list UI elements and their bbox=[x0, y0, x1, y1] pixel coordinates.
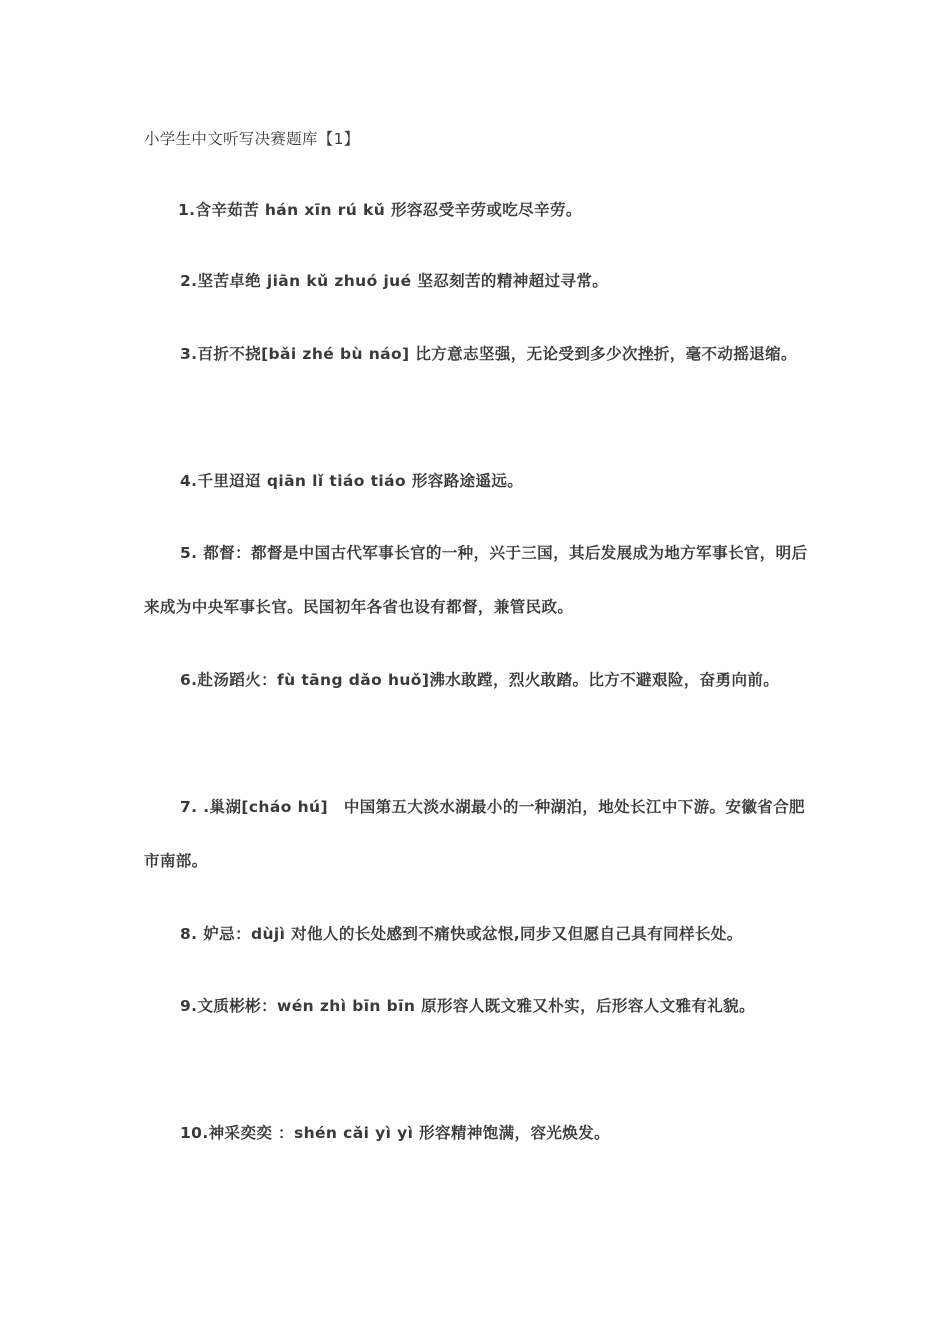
document-title: 小学生中文听写决赛题库【1】 bbox=[144, 130, 360, 148]
entry-1: 1.含辛茹苦 hán xīn rú kǔ 形容忍受辛劳或吃尽辛劳。 bbox=[178, 201, 582, 219]
entry-2: 2.坚苦卓绝 jiān kǔ zhuó jué 坚忍刻苦的精神超过寻常。 bbox=[180, 272, 609, 290]
entry-9: 9.文质彬彬：wén zhì bīn bīn 原形容人既文雅又朴实，后形容人文雅有礼貌。 bbox=[180, 997, 755, 1015]
entry-4: 4.千里迢迢 qiān lǐ tiáo tiáo 形容路途遥远。 bbox=[180, 472, 524, 490]
entry-7: 7. .巢湖[cháo hú] 中国第五大淡水湖最小的一种湖泊，地处长江中下游。安徽省合肥市南部。 bbox=[144, 798, 805, 870]
entry-3: 3.百折不挠[bǎi zhé bù náo] 比方意志坚强，无论受到多少次挫折，毫不动摇退缩。 bbox=[180, 345, 797, 363]
entry-5: 5. 都督：都督是中国古代军事长官的一种，兴于三国，其后发展成为地方军事长官，明后来成为中央军事长官。民国初年各省也设有都督，兼管民政。 bbox=[144, 544, 808, 616]
entry-8: 8. 妒忌：dùjì 对他人的长处感到不痛快或忿恨,同步又但愿自己具有同样长处。 bbox=[180, 925, 743, 943]
entry-10: 10.神采奕奕 ：shén cǎi yì yì 形容精神饱满，容光焕发。 bbox=[180, 1124, 610, 1142]
entry-6: 6.赴汤蹈火：fù tāng dǎo huǒ]沸水敢蹚，烈火敢踏。比方不避艰险，奋勇向前。 bbox=[180, 671, 780, 689]
